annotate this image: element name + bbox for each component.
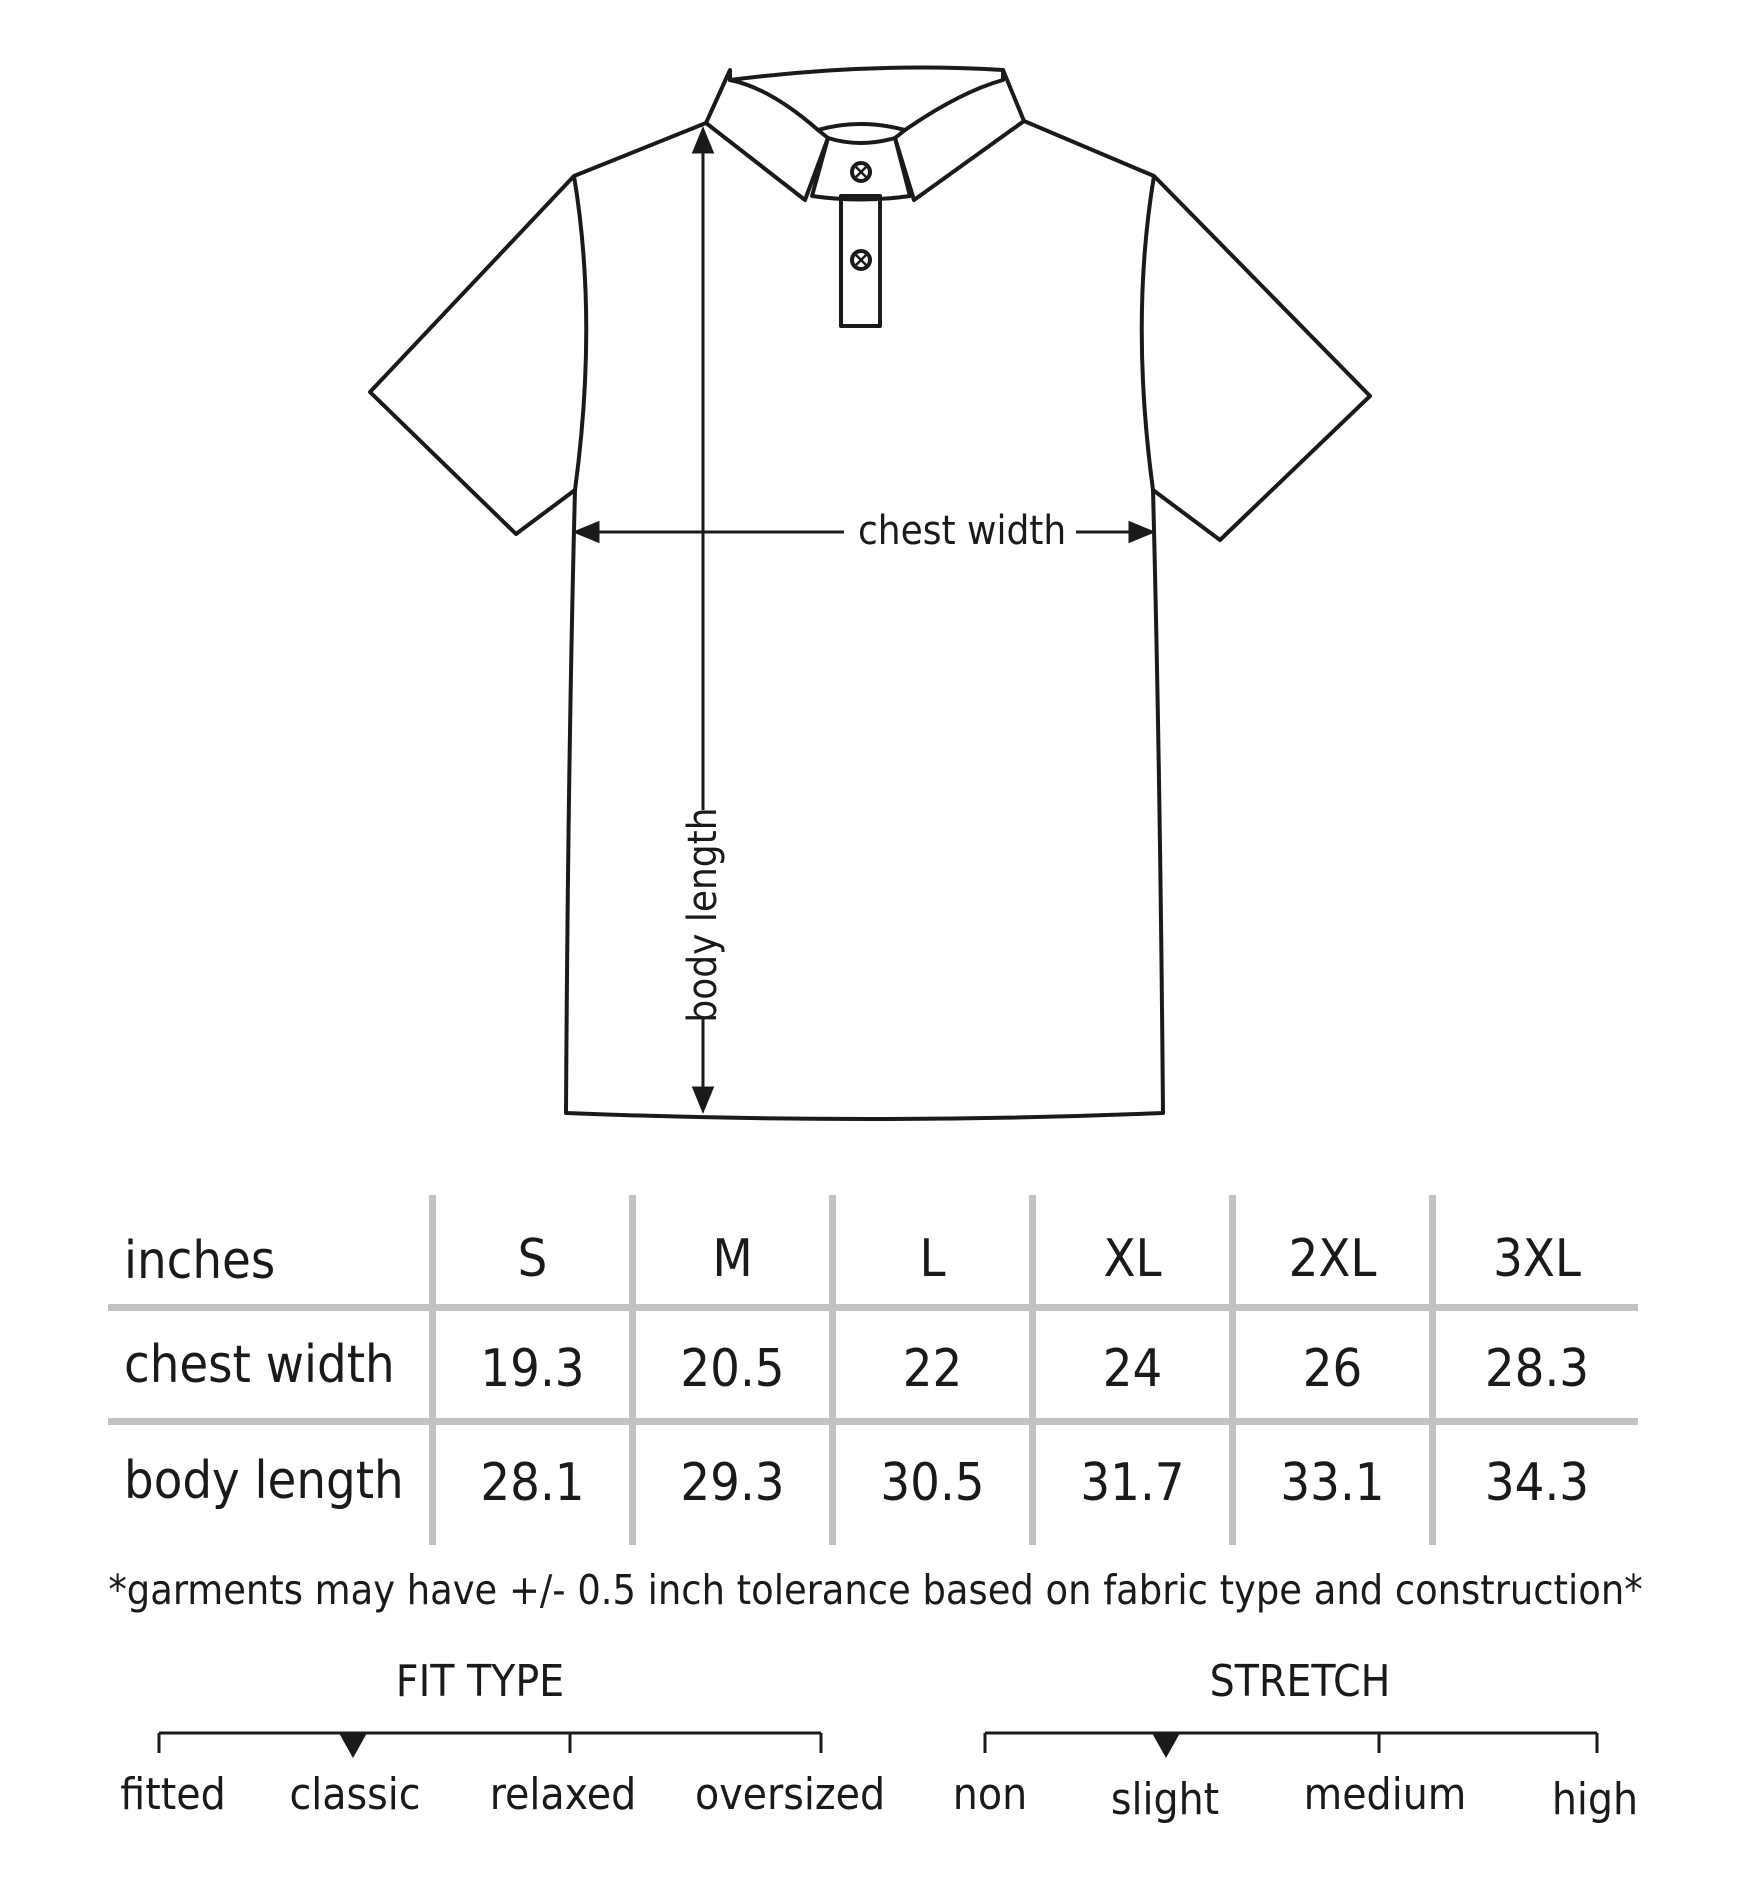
row-label-chest: chest width — [124, 1335, 395, 1395]
col-divider — [1029, 1195, 1036, 1545]
table-cell: 34.3 — [1484, 1453, 1590, 1513]
right-sleeve-outline — [1153, 176, 1370, 540]
col-divider — [829, 1195, 836, 1545]
table-cell: 22 — [902, 1339, 963, 1399]
shirt-body-outline — [566, 121, 1163, 1119]
stretch-option-medium: medium — [1303, 1769, 1467, 1820]
stretch-option-non: non — [952, 1769, 1028, 1820]
length-arrowhead-top-icon — [694, 130, 712, 152]
table-cell: 24 — [1102, 1339, 1163, 1399]
size-header-m: M — [712, 1229, 753, 1289]
collar-inner — [818, 124, 905, 130]
table-cell: 29.3 — [680, 1453, 785, 1513]
stretch-marker-icon — [1152, 1733, 1180, 1758]
table-cell: 26 — [1302, 1339, 1363, 1399]
size-header-l: L — [919, 1229, 946, 1289]
table-cell: 28.3 — [1484, 1339, 1590, 1399]
row-divider — [108, 1304, 1638, 1311]
col-divider — [1429, 1195, 1436, 1545]
col-divider — [429, 1195, 436, 1545]
tolerance-note: *garments may have +/- 0.5 inch tolerance based on fabric type and construction* — [108, 1566, 1643, 1614]
stretch-option-high: high — [1551, 1774, 1639, 1825]
body-length-label: body length — [680, 807, 726, 1023]
table-cell: 33.1 — [1280, 1453, 1385, 1513]
table-cell: 30.5 — [880, 1453, 985, 1513]
collar-left — [706, 70, 828, 200]
length-arrowhead-bottom-icon — [694, 1088, 712, 1110]
collar-right — [895, 70, 1024, 200]
row-divider — [108, 1418, 1638, 1425]
col-divider — [1229, 1195, 1236, 1545]
fit-option-fitted: fitted — [120, 1769, 226, 1820]
size-header-s: S — [517, 1229, 548, 1289]
stretch-title: STRETCH — [1209, 1656, 1391, 1707]
fit-type-title: FIT TYPE — [395, 1656, 565, 1707]
fit-option-classic: classic — [289, 1769, 421, 1820]
row-label-length: body length — [124, 1451, 404, 1511]
chest-arrowhead-left-icon — [576, 523, 598, 541]
table-cell: 31.7 — [1080, 1453, 1185, 1513]
neck-opening — [812, 138, 910, 200]
left-sleeve-outline — [370, 176, 575, 534]
chest-width-label: chest width — [858, 508, 1067, 554]
chest-arrowhead-right-icon — [1130, 523, 1152, 541]
unit-header: inches — [124, 1231, 276, 1291]
size-header-2xl: 2XL — [1288, 1229, 1377, 1289]
stretch-scale — [0, 1720, 1751, 1760]
fit-option-oversized: oversized — [695, 1769, 886, 1820]
table-cell: 19.3 — [480, 1339, 585, 1399]
table-cell: 28.1 — [480, 1453, 585, 1513]
size-header-xl: XL — [1103, 1229, 1162, 1289]
fit-option-relaxed: relaxed — [489, 1769, 637, 1820]
col-divider — [629, 1195, 636, 1545]
size-table — [108, 1195, 1638, 1545]
size-header-3xl: 3XL — [1493, 1229, 1581, 1289]
collar-back — [730, 68, 1003, 80]
stretch-option-slight: slight — [1110, 1774, 1220, 1825]
table-cell: 20.5 — [680, 1339, 785, 1399]
